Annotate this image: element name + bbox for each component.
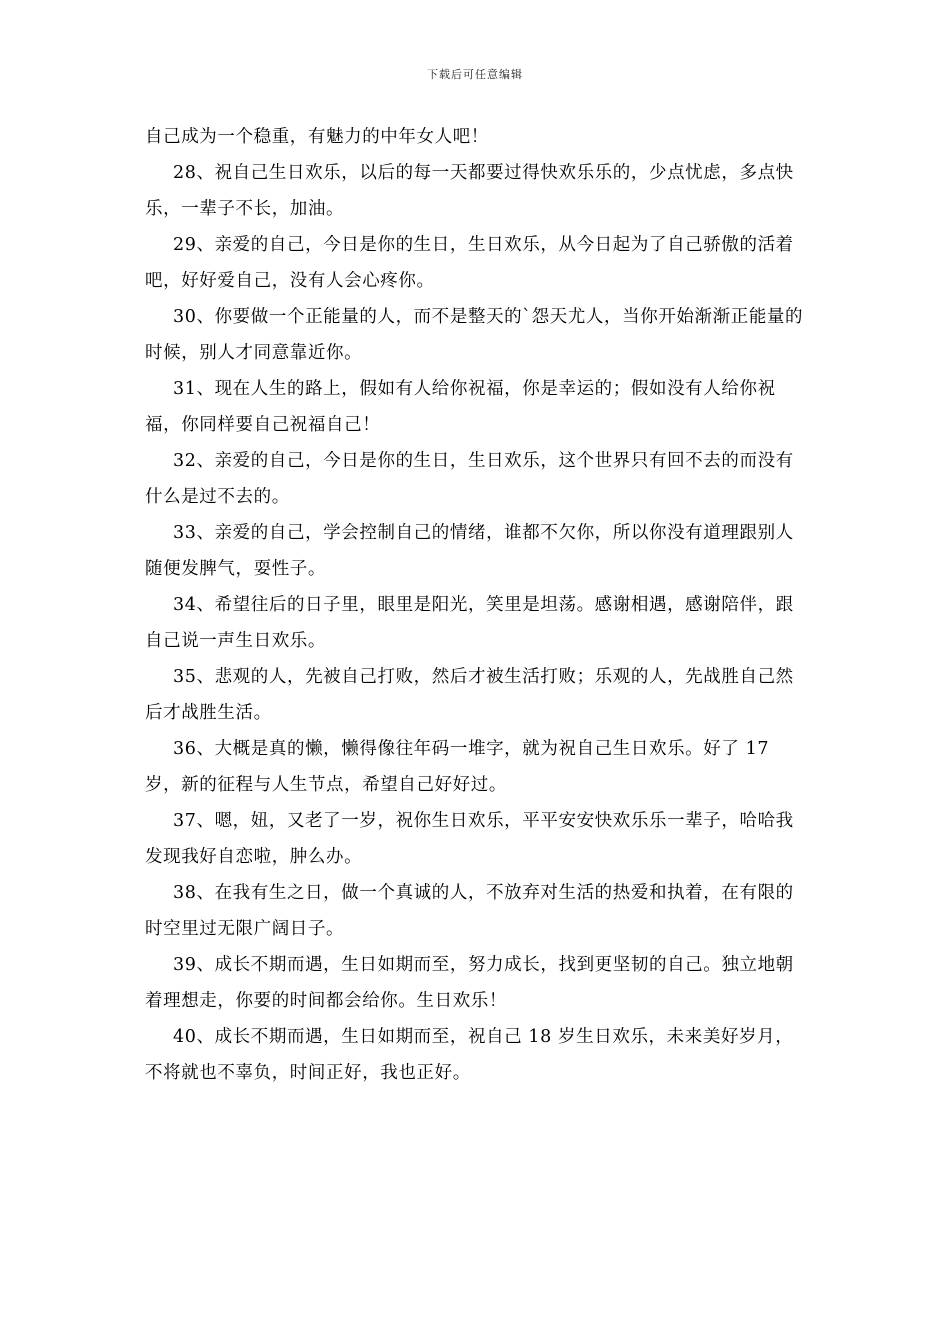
paragraph-30: 30、你要做一个正能量的人，而不是整天的`怨天尤人，当你开始渐渐正能量的时候，别人才同意靠近你。 (145, 307, 804, 363)
paragraph-35: 35、悲观的人，先被自己打败，然后才被生活打败；乐观的人，先战胜自己然后才战胜生活。 (145, 667, 794, 723)
paragraph-40: 40、成长不期而遇，生日如期而至，祝自己 18 岁生日欢乐，未来美好岁月，不将就也不辜负，时间正好，我也正好。 (145, 1027, 794, 1083)
paragraph-39: 39、成长不期而遇，生日如期而至，努力成长，找到更坚韧的自己。独立地朝着理想走，你要的时间都会给你。生日欢乐！ (145, 955, 794, 1011)
paragraph-continuation: 自己成为一个稳重，有魅力的中年女人吧！ (145, 127, 489, 147)
paragraph-29: 29、亲爱的自己，今日是你的生日，生日欢乐，从今日起为了自己骄傲的活着吧，好好爱自己，没有人会心疼你。 (145, 235, 794, 291)
paragraph-33: 33、亲爱的自己，学会控制自己的情绪，谁都不欠你，所以你没有道理跟别人随便发脾气，耍性子。 (145, 523, 794, 579)
paragraph-37: 37、嗯，妞，又老了一岁，祝你生日欢乐，平平安安快欢乐乐一辈子，哈哈我发现我好自恋啦，肿么办。 (145, 811, 794, 867)
paragraph-36: 36、大概是真的懒，懒得像往年码一堆字，就为祝自己生日欢乐。好了 17 岁，新的征程与人生节点，希望自己好好过。 (145, 739, 770, 795)
paragraph-34: 34、希望往后的日子里，眼里是阳光，笑里是坦荡。感谢相遇，感谢陪伴，跟自己说一声生日欢乐。 (145, 595, 794, 651)
paragraph-38: 38、在我有生之日，做一个真诚的人，不放弃对生活的热爱和执着，在有限的时空里过无限广阔日子。 (145, 883, 794, 939)
paragraph-32: 32、亲爱的自己，今日是你的生日，生日欢乐，这个世界只有回不去的而没有什么是过不去的。 (145, 451, 794, 507)
page-header: 下载后可任意编辑 (427, 68, 523, 81)
paragraph-31: 31、现在人生的路上，假如有人给你祝福，你是幸运的；假如没有人给你祝福，你同样要自己祝福自己！ (145, 379, 776, 435)
document-body (145, 119, 810, 1091)
paragraph-28: 28、祝自己生日欢乐，以后的每一天都要过得快欢乐乐的，少点忧虑，多点快乐，一辈子不长，加油。 (145, 163, 794, 219)
